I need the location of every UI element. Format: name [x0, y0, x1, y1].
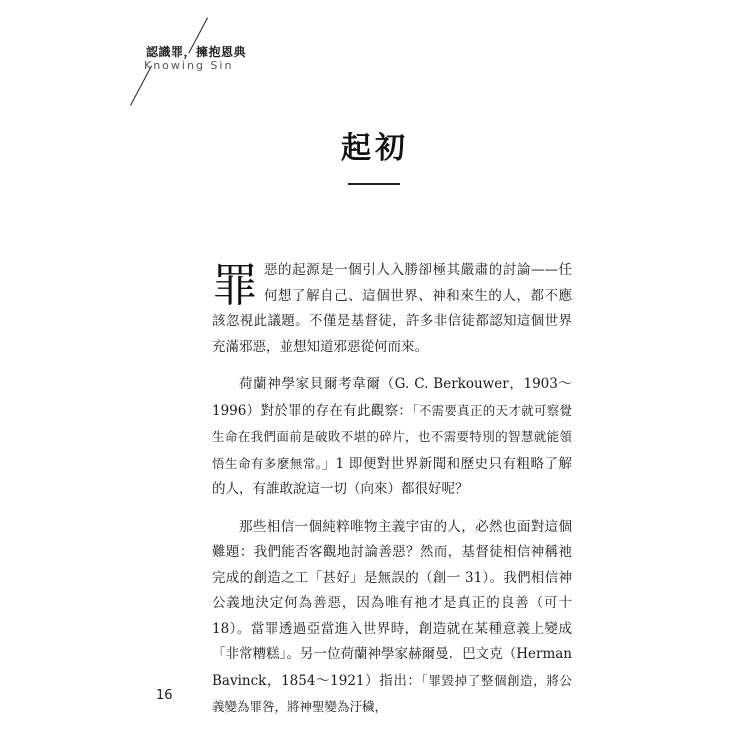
paragraph-2-quote: 「不需要真正的天才就可察覺生命在我們面前是破敗不堪的碎片，也不需要特別的智慧就能領悟生命有多麼無常。」 [212, 402, 572, 471]
drop-cap: 罪 [212, 258, 258, 312]
running-header-subtitle: Knowing Sin [144, 59, 234, 72]
body-text [212, 258, 572, 733]
chapter-title-rule [348, 183, 400, 185]
paragraph-3-text: 那些相信一個純粹唯物主義宇宙的人，必然也面對這個難題：我們能否客觀地討論善惡？然而，基督徒相信神稱祂完成的創造之工「甚好」是無誤的（創一 31）。我們相信神公義地決定何為善惡，因為唯有祂才是真正的良善（可十 18）。當罪透過亞當進入世界時，創造就在某種意義上變成「非常糟糕」。另一位荷蘭神學家赫爾曼．巴文克（Herman Bavinck，1854～1921）指出： [212, 518, 572, 689]
paragraph-1 [212, 258, 572, 360]
chapter-title: 起初 [341, 131, 409, 166]
paragraph-2 [212, 372, 572, 503]
paragraph-1-text: 惡的起源是一個引人入勝卻極其嚴肅的討論——任何想了解自己、這個世界、神和來生的人，都不應該忽視此議題。不僅是基督徒，許多非信徒都認知這個世界充滿邪惡，並想知道邪惡從何而來。 [212, 262, 572, 355]
running-header-title: 認識罪，擁抱恩典 [146, 45, 247, 59]
page-number: 16 [156, 688, 173, 703]
paragraph-3 [212, 515, 572, 721]
paragraph-3-quote: 「罪毀掉了整個創造，將公義變為罪咎，將神聖變為汙穢， [212, 672, 572, 714]
paragraph-2-text-a: 荷蘭神學家貝爾考韋爾（G. C. Berkouwer，1903～1996）對於罪的存在有此觀察： [212, 376, 572, 419]
paragraph-2-text-b: 1 即便對世界新聞和歷史只有粗略了解的人，有誰敢說這一切（向來）都很好呢？ [212, 455, 572, 497]
